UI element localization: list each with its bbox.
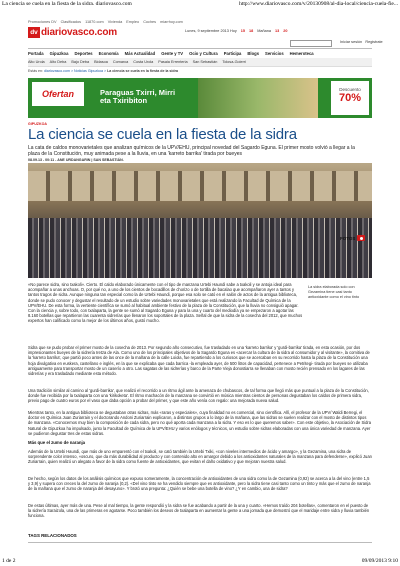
logo-name: diariovasco.com (41, 26, 117, 38)
print-header-title: La ciencia se cuela en la fiesta de la sidra. diariovasco.com (2, 1, 132, 7)
nav-item-hemeroteca[interactable]: Hemeroteca (289, 51, 314, 56)
subnav-item[interactable]: Tolosa-Goierri (222, 60, 246, 64)
subnav-item[interactable]: Bidasoa (94, 60, 108, 64)
breadcrumb (28, 69, 178, 73)
article-dateline: 08.09.13 - 00:11 - ANE URDANGARIN | SAN SEBASTIÁN. (28, 158, 124, 162)
tags-heading: TAGS RELACIONADOS (28, 533, 77, 538)
photo-caption: La sidra elaborada solo con Gezamina tiene casi tanto antioxidante como el vino tinto (308, 285, 360, 299)
article-subhead: Más que el zumo de naranja (28, 440, 86, 445)
top-links (28, 20, 186, 24)
top-link[interactable]: Promociones DV (28, 20, 57, 24)
ad-discount (331, 81, 369, 115)
breadcrumb-path[interactable]: diariovasco.com > Noticias Gipuzkoa > (43, 69, 108, 73)
nav-item-servicios[interactable]: Servicios (265, 51, 284, 56)
photo-crowd (28, 218, 372, 278)
photos-label: FOTOS (340, 235, 356, 241)
weather-tomorrow-label: Mañana (257, 29, 271, 33)
weather-today-min: 15 (240, 29, 245, 33)
ad-line1: Paraguas Txirri, Mirri (100, 88, 176, 97)
ad-discount-label: Descuento (339, 87, 361, 92)
nav-item-mas-actualidad[interactable]: Más Actualidad (124, 51, 156, 56)
ad-line2: eta Txiribiton (100, 96, 148, 105)
article-paragraph: De hecho, según los datos de los análisis químicos que expuso someramente, la concentración de antioxidantes de una sidra como la de Gezamina (0,92) se acerca a la del vino (entre 1,5 y 3,9) y supera con creces la del zumo de naranja (0,2). «Del vino tinto se ha vendido siempre que es antioxidante, pero la sidra tiene casi tanto como un tinto y más que el zumo de naranja de la mañana que el zumo de naranja del desayuno». Y brotó una pregunta: ¿Quién se bebe una botella de vino? ¿Y en cambio, una de sidra? (28, 476, 371, 492)
page-count: 1 de 2 (2, 558, 16, 564)
subnav-item[interactable]: Bajo Deba (71, 60, 90, 64)
camera-icon (357, 235, 365, 241)
subnav-item[interactable]: San Sebastián (192, 60, 218, 64)
login-link[interactable]: Iniciar sesión (340, 40, 363, 44)
subnav-item[interactable]: Costa Urola (133, 60, 154, 64)
photos-button[interactable] (340, 235, 365, 241)
nav-item-economia[interactable]: Economía (98, 51, 119, 56)
search-input[interactable] (290, 40, 332, 47)
top-link[interactable]: miarrhoy.com (160, 20, 183, 24)
ad-text (100, 89, 175, 105)
ad-discount-value: 70% (338, 92, 362, 104)
article-photo[interactable] (28, 163, 372, 278)
article-lead: La cata de caldos monovarietales que analizan químicos de la UPV/EHU, principal novedad del Sagardo Eguna. El primer mosto volvió a llegar a la plaza de la Constitución, muy animada pese a la lluvia, en una 'karreto barrika' tirada por bueyes (28, 145, 355, 157)
article-paragraph: Una tradición similar al camino al 'gurdi-barrika', que realizó el recorrido a un ritmo ágil ante la amenaza de chubascos, de tal forma que llegó más que puntual a la plaza de la Constitución, donde fue recibida por la txalaparta con una 'kirikoketa'. El ritmo machacón de la manzana se convirtió en música mientras cientos de personas degustaban los caldos de primera sidra, previo pago de cuatro euros por el vaso que daba opción a probar del primer, y que este año venía con regalo: una mejorada nueva salud. (28, 388, 369, 404)
nav-item-portada[interactable]: Portada (28, 51, 44, 56)
subnav-item[interactable]: Pasaia Errenteria (158, 60, 188, 64)
weather-today-max: 18 (249, 29, 254, 33)
ad-photo (198, 78, 318, 118)
print-header (0, 0, 400, 10)
article-paragraph: «No parece sidra, sino txakoli». Cierto. El caldo elaborado únicamente con el tipo de manzana Urtebi Haundi sabe a txakoli y se antoja ideal para acompañar a unas anchoas. O, por qué no, a uno de los cientos de bocadillos de chorizo o de tortilla de bacalao que acompañaron ayer a tantos y tantos tragos de sidra. Aunque ninguna tan especial como la de Urtebi Haundi, porque esa solo se cató en el salón de actos de la antigua biblioteca, donde se pudo conocer y degustar el resultado de un estudio sobre variedades monovarietales que está realizando la Facultad de Química de la UPV/EHU. De esta forma, la vertiente científica se sumó al habitual ambiente festivo de la plaza de la Constitución, que la lluvia no consiguió apagar. Con la ciencia y, sobre todo, con txalaparta, la gente se sumó al Sagardo Eguna y para la una y cuarto del mediodía ya se empezaron a agotar las 8.160 botellas que repartieron las cuarenta sidrerías que llenaron los soportales de la plaza. Señal de que la sidra de la cosecha del 2012, que muchos expertos han calificado como la mejor de los últimos años, gustó mucho. (28, 282, 303, 324)
breadcrumb-current: La ciencia se cuela en la fiesta de la sidra (107, 69, 179, 73)
nav-item-participa[interactable]: Participa (223, 51, 242, 56)
section-label: GIPUZKOA (28, 122, 47, 126)
print-timestamp: 09/09/2013 9:10 (361, 558, 398, 564)
subnav-item[interactable]: Alto Urola (28, 60, 45, 64)
ad-banner[interactable] (28, 78, 372, 118)
nav-item-ocio-cultura[interactable]: Ocio y Cultura (189, 51, 218, 56)
subnav-item[interactable]: Comarca (112, 60, 129, 64)
tags-divider (28, 542, 372, 543)
sub-nav (28, 58, 372, 67)
nav-item-gipuzkoa[interactable]: Gipuzkoa (49, 51, 69, 56)
weather-tomorrow-min: 13 (274, 29, 280, 33)
photo-arches (28, 171, 372, 201)
print-header-url: http://www.diariovasco.com/v/20130908/al-dia-local/ciencia-cuela-fie... (239, 1, 398, 7)
user-links (340, 40, 383, 44)
breadcrumb-prefix: Estás en: (28, 69, 43, 73)
article-paragraph: Además de la Urtebi Haundi, que más de uno emparentó con el txakoli, se cató también la Urtebi Txiki, «con niveles intermedios de ácido y amargo», y la Gezamina, una sidra de sorprendente color intenso, «oscuro, que da más durabilidad al producto y con contenido alto en amargor debido a los antioxidantes naturales de la manzana para defenderse», explicó Juan Zuriarrain, quien realizó un alegato a favor de la sidra como fuente de antioxidantes, que evitan el daño oxidativo y que mejoran nuestra salud. (28, 449, 372, 465)
top-link[interactable]: Clasificados (60, 20, 82, 24)
subnav-item[interactable]: Alto Deba (49, 60, 67, 64)
top-link[interactable]: Empleo (126, 20, 140, 24)
logo-badge: dv (28, 27, 40, 38)
ad-brand: Ofertan (32, 82, 84, 106)
nav-item-blogs[interactable]: Blogs (247, 51, 260, 56)
site-logo[interactable] (28, 26, 117, 38)
weather-tomorrow-max: 20 (283, 29, 288, 33)
article-title: La ciencia se cuela en la fiesta de la sidra (28, 126, 297, 143)
current-date: Lunes, 9 septiembre 2013 (185, 29, 229, 33)
nav-item-gente-tv[interactable]: Gente y TV (161, 51, 184, 56)
print-footer (0, 556, 400, 566)
article-paragraph: De estas últimas, ayer más de una. Pese al mal tiempo, la gente respondió y la sidra se fue acabando a partir de la una y cuarto. «Hemos traído 204 botellas», comentaron en el puesto de la sidrería Saraizola, una de las primeras en agotarse. Poco también los deseos de txalaparta en aumentar la gente a una jornada que demostró que el maridaje entre sidra y lluvia también funciona. (28, 503, 370, 519)
top-link[interactable]: Vivienda (107, 20, 123, 24)
nav-item-deportes[interactable]: Deportes (74, 51, 93, 56)
article-paragraph: Sidra que se pudo probar el primer mosto de la cosecha de 2013. Por segundo año consecutivo, fue trasladado en una 'karreto barrika' y 'gurdi-barrika' tirada, en esta ocasión, por dos impresionantes bueyes de la sidrería Iretza de Ala. Como uno de los principales objetivos de la Sagardo Eguna es «acercar la cultura de la sidra al consumidor y al visitante», la comitiva de la 'karreto barrika', que partió poco antes de las once de la mañana de la calle Loiola, fue repartiendo a los curiosos que se acercaban en su recorrido hasta la plaza de la Constitución una hoja divulgativa en euskera, castellano e inglés, en la que se explicaba que cada barrica -la empleada ayer, de 500 litros de capacidad, pertenece a Petritegi- tirada por bueyes se utilizaba antiguamente para transportar mosto de un caserío a otro. Las sagatas de las sidrerías y barco de la Parte Vieja donostiarra se llenaban con mosto recién prensado en los lagares de las sidrerías y era trasladado mediante esta método. (28, 345, 370, 377)
top-link[interactable]: Coches (143, 20, 157, 24)
top-link[interactable]: 11870.com (85, 20, 104, 24)
register-link[interactable]: Registrate (365, 40, 383, 44)
weather-widget (230, 29, 287, 33)
weather-today-label: Hoy (230, 29, 237, 33)
article-paragraph: Mientras tanto, en la antigua biblioteca se degustaban otras sidras, más «raras y especiales», cuya finalidad no es comercial, sino científica. Allí, el profesor de la UPV/ Waldi Berregi, el doctor en Química Juan Zuriarrain y el doctorando Andoni Zuriarrain explicaron, a distintos grupos a lo largo de la mañana, que las sidras se suelen realizar con el mosto de distintos tipos de manzana. «Conocemos muy bien la composición de cada sidra, pero no qué aporta cada manzana a la sidra. Y eso es lo que queremos saber». Con este objetivo, la Asociación de Sidra Natural de Gipuzkoa ha impulsado, junto la Facultad de Química de la UPV/EHU y varios enólogos y técnicos, un estudio sobre sidras elaboradas con una única variedad de manzana. Ayer se pudieron degustar tres de estas sidras. (28, 410, 372, 436)
